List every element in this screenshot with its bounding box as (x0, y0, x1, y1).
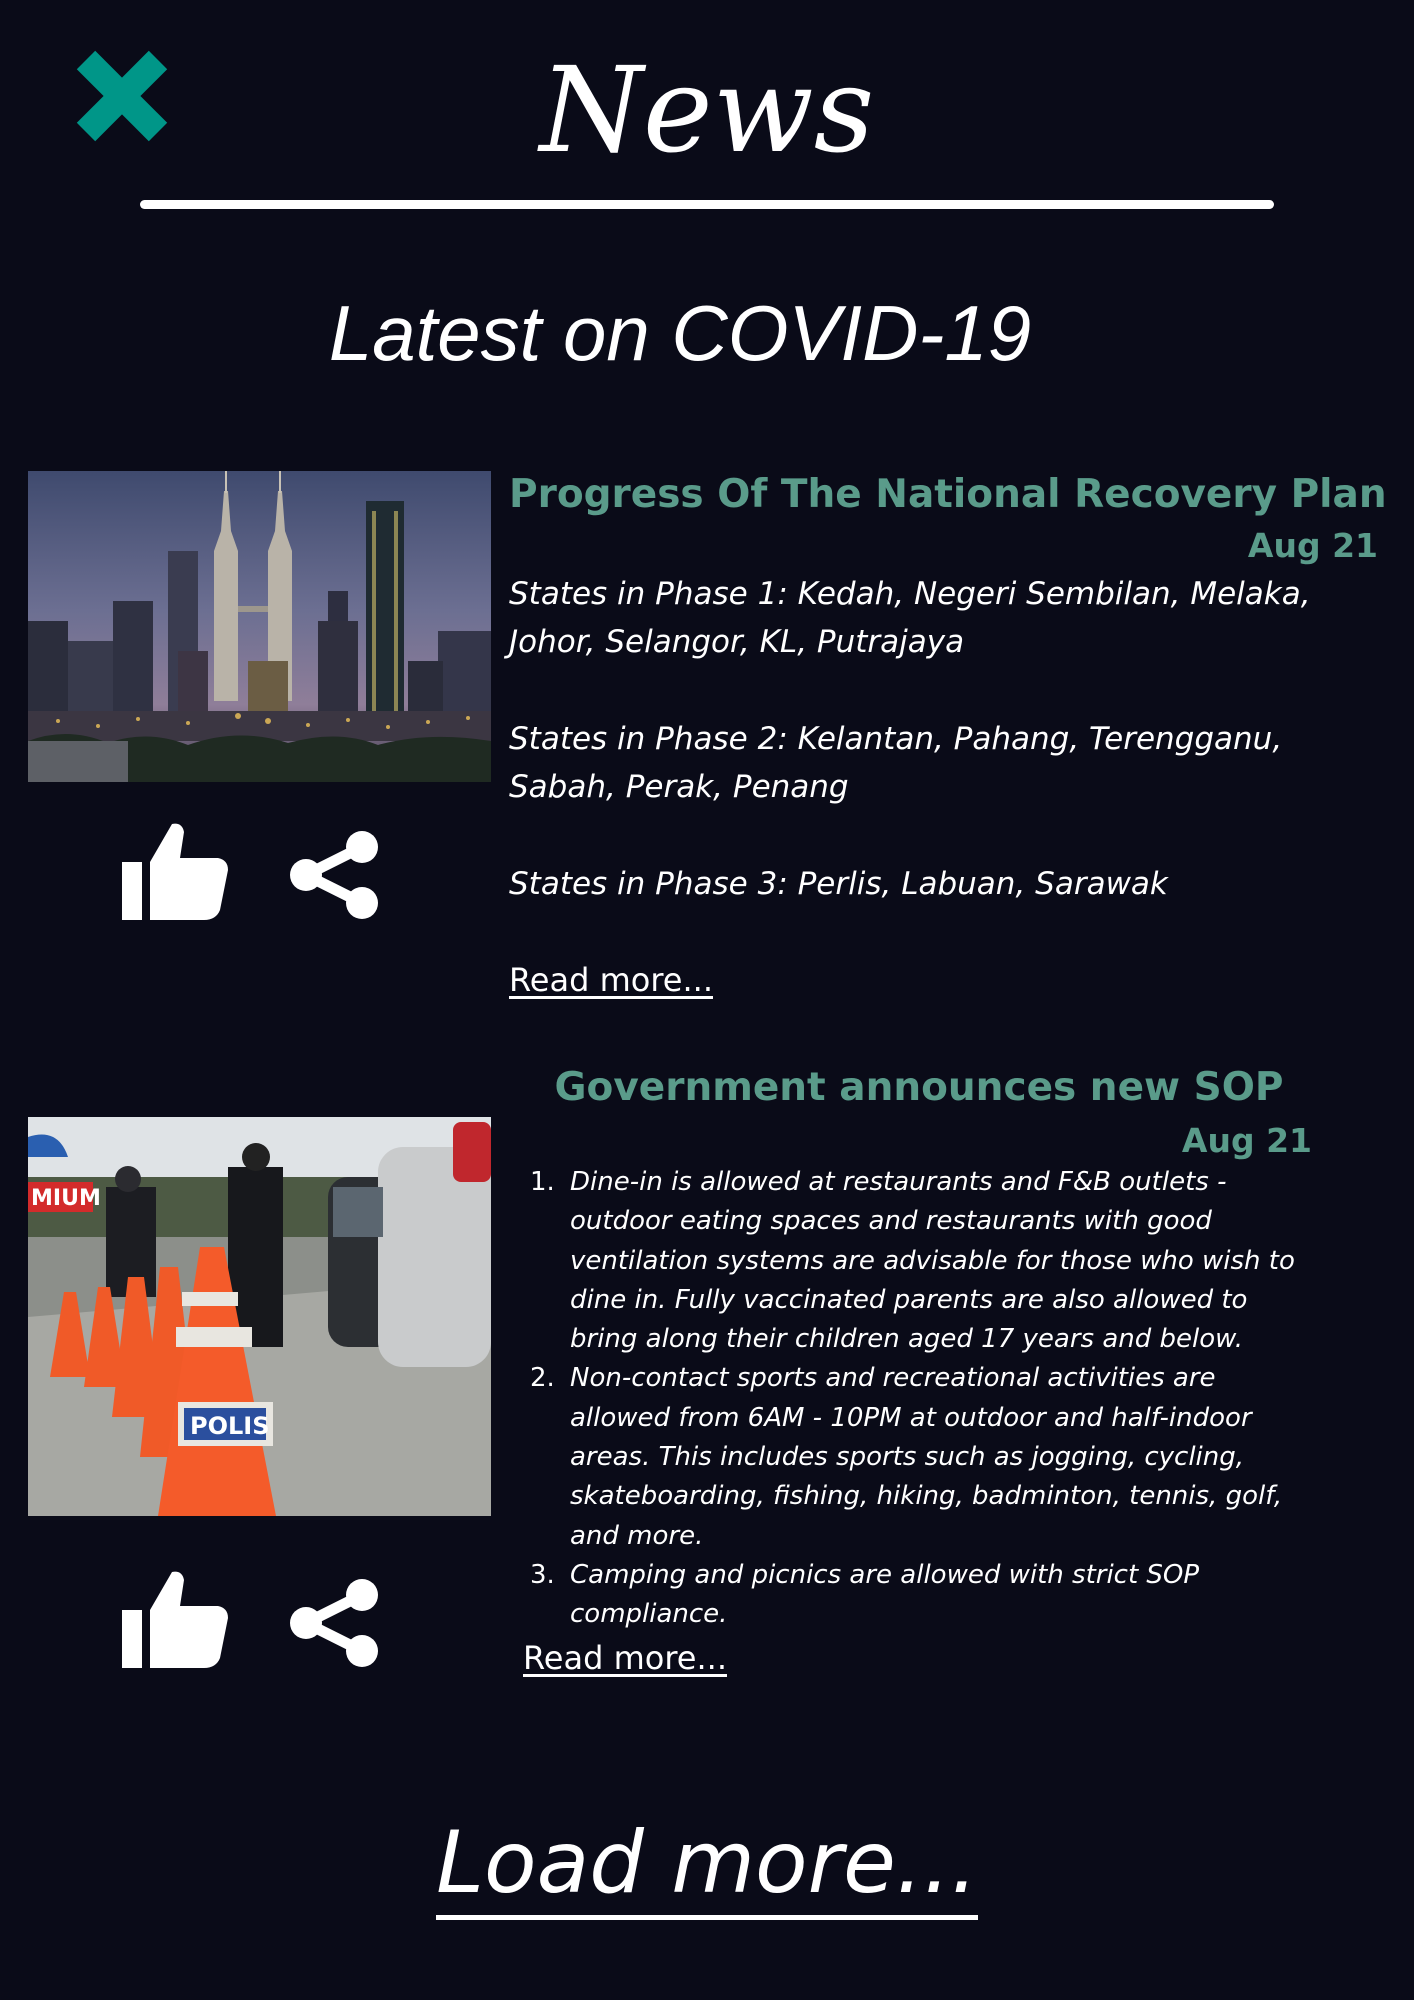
list-number: 3. (530, 1559, 555, 1590)
share-button[interactable] (288, 1578, 380, 1672)
article-title[interactable]: Government announces new SOP (554, 1065, 1284, 1110)
page-title: News (539, 41, 875, 179)
share-button[interactable] (288, 830, 380, 924)
thumbs-up-icon (120, 822, 230, 922)
article-paragraph: States in Phase 2: Kelantan, Pahang, Terengganu, Sabah, Perak, Penang (509, 721, 1283, 805)
article-paragraph: States in Phase 1: Kedah, Negeri Sembilan, Melaka, Johor, Selangor, KL, Putrajaya (509, 576, 1311, 660)
list-item (530, 1163, 1320, 1359)
article-date: Aug 21 (1181, 1121, 1312, 1160)
article-title[interactable]: Progress Of The National Recovery Plan (509, 472, 1387, 517)
skyline-image (28, 471, 491, 782)
load-more-label: Load more... (436, 1813, 978, 1920)
list-item (530, 1359, 1320, 1555)
read-more-link[interactable]: Read more... (523, 1639, 727, 1677)
sop-list (530, 1163, 1320, 1635)
thumbs-up-icon (120, 1570, 230, 1670)
list-item-text: Camping and picnics are allowed with strict SOP compliance. (570, 1559, 1200, 1630)
article-date: Aug 21 (1247, 526, 1378, 565)
list-number: 2. (530, 1363, 555, 1394)
list-number: 1. (530, 1167, 555, 1197)
cone-label-text: POLIS (190, 1412, 270, 1440)
section-title: Latest on COVID-19 (328, 289, 1032, 377)
article-image-roadblock[interactable] (28, 1117, 491, 1516)
article-image-skyline[interactable] (28, 471, 491, 782)
share-icon (288, 830, 380, 920)
article-paragraph: States in Phase 3: Perlis, Labuan, Sarawak (509, 866, 1168, 902)
like-button[interactable] (120, 822, 230, 926)
list-item-text: Dine-in is allowed at restaurants and F&B outlets - outdoor eating spaces and restaurants with good ventilation systems are advisable for those who wish to dine in. Fully vaccinated parents are also allowed to bring along their children aged 17 years and below. (570, 1167, 1295, 1355)
roadblock-image (28, 1117, 491, 1516)
load-more-button[interactable] (0, 1808, 1414, 1918)
list-item (530, 1556, 1320, 1635)
share-icon (288, 1578, 380, 1668)
read-more-link[interactable]: Read more... (509, 961, 713, 999)
title-divider (140, 200, 1274, 209)
list-item-text: Non-contact sports and recreational activities are allowed from 6AM - 10PM at outdoor and half-indoor areas. This includes sports such as jogging, cycling, skateboarding, fishing, hiking, badminton, tennis, golf, and more. (570, 1363, 1283, 1551)
roadblock-sign-text: MIUM (31, 1186, 101, 1211)
like-button[interactable] (120, 1570, 230, 1674)
